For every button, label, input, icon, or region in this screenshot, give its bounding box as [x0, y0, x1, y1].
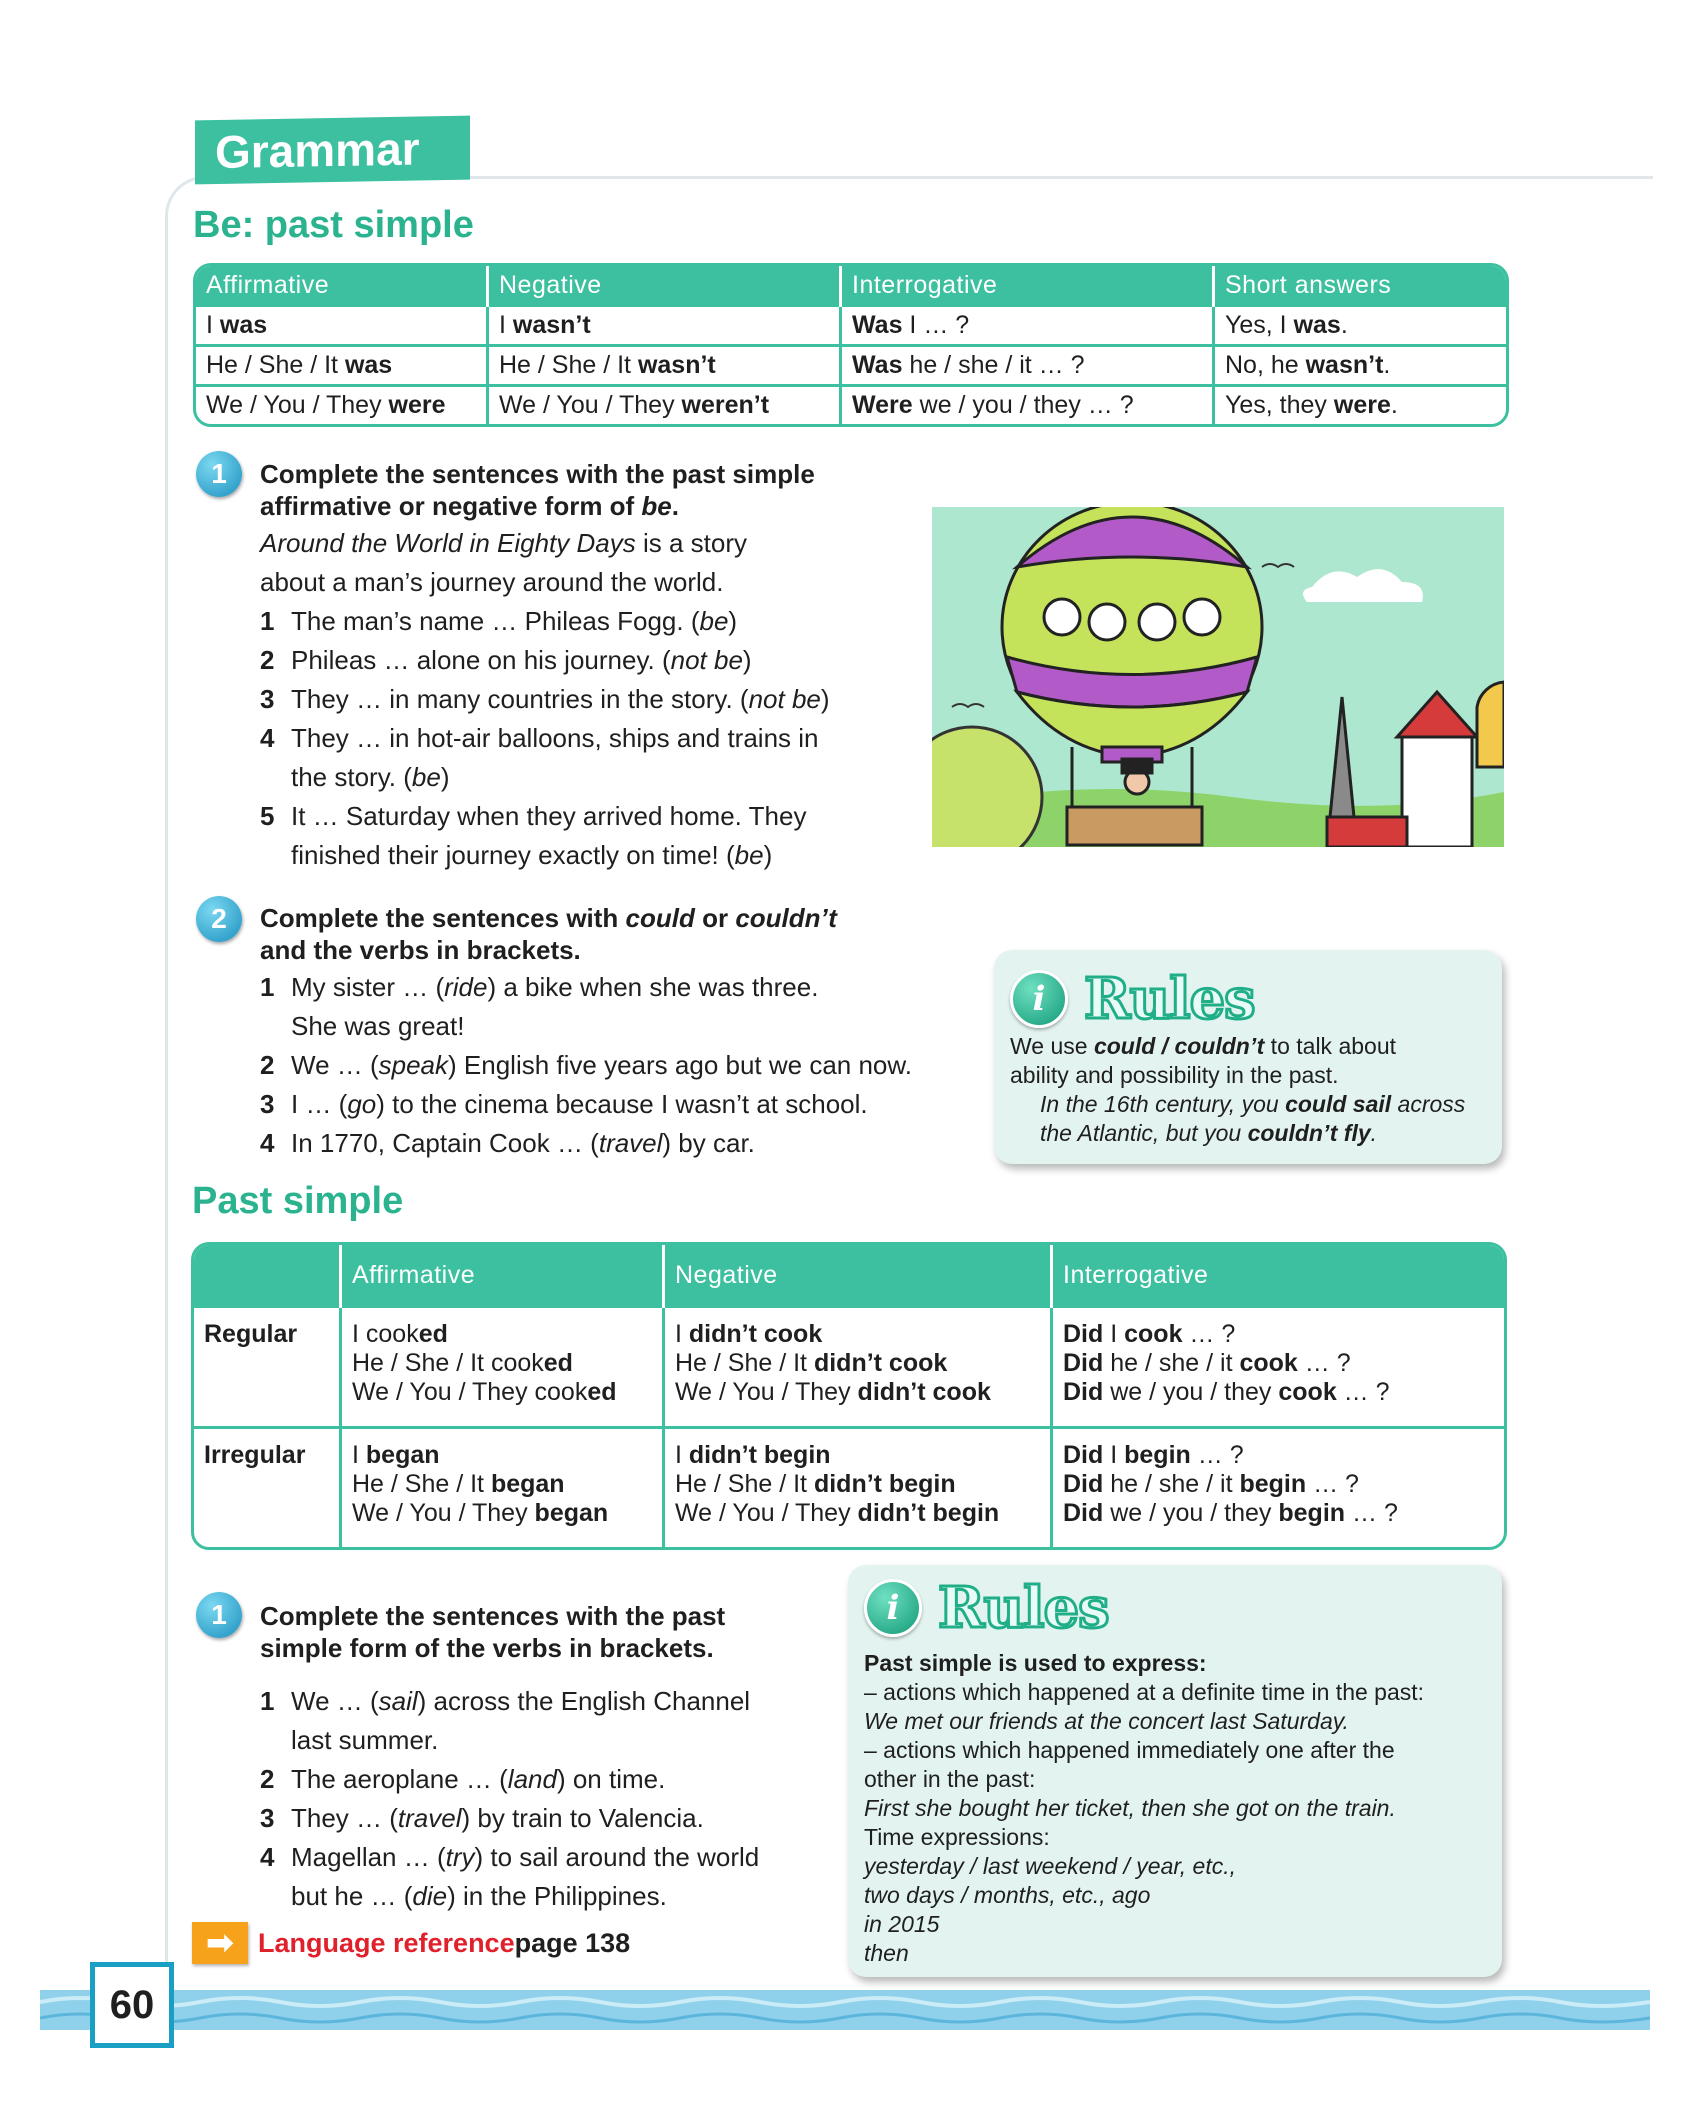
row-label: Regular — [194, 1307, 341, 1428]
table-row — [196, 346, 1506, 386]
rules-title: Rules — [938, 1575, 1109, 1641]
table-row — [196, 386, 1506, 425]
exercise-instruction: Complete the sentences with the past simple affirmative or negative form of be. — [260, 459, 815, 521]
rules-header — [864, 1575, 1109, 1641]
table-cell: Did I cook … ? Did he / she / it cook … ? Did we / you / they cook … ? — [1052, 1307, 1505, 1428]
table-cell: He / She / It was — [196, 346, 488, 386]
table-cell: Was he / she / it … ? — [841, 346, 1214, 386]
exercise-2 — [260, 902, 960, 1163]
list-item: 1 My sister … (ride) a bike when she was three. She was great! — [260, 972, 819, 1041]
exercise-1 — [260, 458, 940, 875]
table-cell: I began He / She / It began We / You / They began — [341, 1428, 664, 1548]
column-header — [194, 1245, 341, 1307]
rules-text: We use could / couldn’t to talk about ability and possibility in the past. In the 16th century, you could sail across the Atlantic, but you couldn’t fly. — [1010, 1033, 1466, 1146]
exercise-instruction: Complete the sentences with could or couldn’t and the verbs in brackets. — [260, 903, 837, 965]
list-item: 1 The man’s name … Phileas Fogg. (be) — [260, 606, 738, 636]
table-cell: He / She / It wasn’t — [488, 346, 841, 386]
table-cell: Was I … ? — [841, 306, 1214, 346]
list-item: 3 They … (travel) by train to Valencia. — [260, 1803, 704, 1833]
list-item: 4 Magellan … (try) to sail around the world but he … (die) in the Philippines. — [260, 1842, 760, 1911]
table-row — [196, 306, 1506, 346]
be-past-simple-title: Be: past simple — [193, 204, 474, 246]
rules-header — [1010, 966, 1255, 1032]
rules-title: Rules — [1084, 966, 1255, 1032]
list-item: 3 They … in many countries in the story. (not be) — [260, 684, 830, 714]
table-cell: No, he wasn’t. — [1214, 346, 1507, 386]
water-footer-decoration — [40, 1990, 1650, 2030]
rules-box-could — [994, 950, 1502, 1164]
exercise-intro: about a man’s journey around the world. — [260, 567, 724, 597]
exercise-number-badge: 1 — [196, 1592, 242, 1638]
column-header: Interrogative — [841, 266, 1214, 306]
table-cell: I didn’t cook He / She / It didn’t cook We / You / They didn’t cook — [664, 1307, 1052, 1428]
rules-box-past-simple — [848, 1565, 1502, 1977]
exercise-intro: Around the World in Eighty Days is a story — [260, 528, 747, 558]
table-cell: We / You / They weren’t — [488, 386, 841, 425]
list-item: 4 In 1770, Captain Cook … (travel) by car. — [260, 1128, 755, 1158]
info-icon: i — [864, 1579, 922, 1637]
rules-text: Past simple is used to express: – actions which happened at a definite time in the past: We met our friends at the concert last Saturday. – actions which happened immediately one after the other in the past: First she bought her ticket, then she got on the train. Time expressions: yesterday / last weekend / year, etc., two days / months, etc., ago in 2015 then — [864, 1650, 1425, 1966]
past-simple-title: Past simple — [192, 1180, 404, 1222]
arrow-right-icon: ➡ — [192, 1922, 248, 1964]
page-number: 60 — [90, 1962, 174, 2048]
column-header: Affirmative — [196, 266, 488, 306]
column-header: Negative — [488, 266, 841, 306]
exercise-3 — [260, 1600, 830, 1916]
table-cell: Yes, they were. — [1214, 386, 1507, 425]
exercise-instruction: Complete the sentences with the past simple form of the verbs in brackets. — [260, 1601, 726, 1663]
list-item: 2 Phileas … alone on his journey. (not be) — [260, 645, 752, 675]
table-row — [194, 1307, 1504, 1428]
language-reference-link[interactable] — [192, 1922, 630, 1964]
table-cell: I didn’t begin He / She / It didn’t begin We / You / They didn’t begin — [664, 1428, 1052, 1548]
column-header: Negative — [664, 1245, 1052, 1307]
table-cell: We / You / They were — [196, 386, 488, 425]
column-header: Interrogative — [1052, 1245, 1505, 1307]
hot-air-balloon-illustration — [932, 507, 1504, 847]
table-header-row — [196, 266, 1506, 306]
list-item: 5 It … Saturday when they arrived home. They finished their journey exactly on time! (be) — [260, 801, 807, 870]
list-item: 4 They … in hot-air balloons, ships and trains in the story. (be) — [260, 723, 819, 792]
table-cell: I wasn’t — [488, 306, 841, 346]
column-header: Short answers — [1214, 266, 1507, 306]
past-simple-table — [191, 1242, 1507, 1550]
list-item: 3 I … (go) to the cinema because I wasn’t at school. — [260, 1089, 868, 1119]
grammar-heading-tab: Grammar — [195, 116, 470, 185]
list-item: 1 We … (sail) across the English Channel last summer. — [260, 1686, 751, 1755]
table-cell: I was — [196, 306, 488, 346]
exercise-number-badge: 2 — [196, 896, 242, 942]
be-past-simple-table — [193, 263, 1509, 427]
table-cell: I cooked He / She / It cooked We / You / They cooked — [341, 1307, 664, 1428]
row-label: Irregular — [194, 1428, 341, 1548]
list-item: 2 The aeroplane … (land) on time. — [260, 1764, 666, 1794]
exercise-number-badge: 1 — [196, 451, 242, 497]
column-header: Affirmative — [341, 1245, 664, 1307]
table-cell: Were we / you / they … ? — [841, 386, 1214, 425]
table-cell: Yes, I was. — [1214, 306, 1507, 346]
page-reference: page 138 — [514, 1927, 631, 1958]
language-reference-label: Language reference — [258, 1927, 515, 1958]
table-header-row — [194, 1245, 1504, 1307]
table-row — [194, 1428, 1504, 1548]
table-cell: Did I begin … ? Did he / she / it begin … ? Did we / you / they begin … ? — [1052, 1428, 1505, 1548]
info-icon: i — [1010, 970, 1068, 1028]
list-item: 2 We … (speak) English five years ago but we can now. — [260, 1050, 912, 1080]
